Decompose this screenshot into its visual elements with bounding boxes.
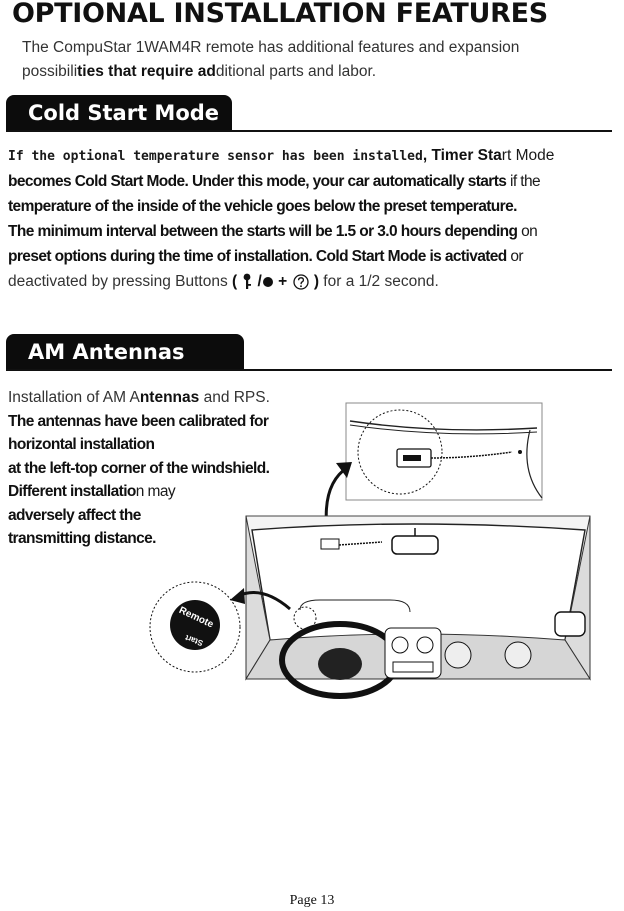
plus-sign: +: [278, 273, 288, 290]
cold-start-line-6b: for a 1/2 second.: [319, 273, 439, 290]
intro-paragraph: [22, 36, 602, 84]
cold-start-heading-b: Start Mode: [87, 101, 220, 125]
am-antennas-rule: [6, 369, 612, 371]
antenna-line-3: horizontal installation: [8, 436, 155, 453]
page-title: OPTIONAL INSTALLATION FEATURES: [12, 0, 548, 29]
cold-start-line-2a: becomes Cold Start Mode.: [8, 173, 192, 190]
sensor-clause: If the optional temperature sensor has been installed: [8, 149, 423, 164]
remote-start-callout: [150, 582, 240, 672]
cold-start-paragraph: [8, 143, 614, 294]
cold-start-line-5a: preset options during the time of installation. Cold Start Mode is activated: [8, 248, 507, 265]
dot-icon: [262, 276, 274, 288]
car-interior-drawing: [246, 516, 590, 696]
windshield-closeup-inset: [346, 403, 542, 500]
cold-start-line-6a: deactivated by pressing Buttons: [8, 273, 233, 290]
cold-start-heading: [6, 95, 232, 131]
mode-text: rt Mode: [501, 147, 555, 164]
question-button-icon: [292, 273, 310, 291]
antenna-line-1a: Installation of AM A: [8, 389, 140, 406]
cold-start-heading-a: Cold: [28, 101, 88, 125]
antenna-installation-illustration: [0, 395, 624, 715]
antenna-line-5a: Different installatio: [8, 483, 136, 500]
intro-line-2c: ditional parts and labor.: [215, 63, 377, 80]
slash-separator: /: [257, 273, 262, 290]
cold-start-line-4a: The minimum interval between the starts will be 1.5 or 3.0 hours depending: [8, 223, 518, 240]
antenna-line-1c: and RPS.: [199, 389, 270, 406]
timer-start-text: , Timer Sta: [422, 147, 502, 164]
arrow-to-remote-head: [230, 588, 245, 604]
close-paren: ): [313, 273, 319, 290]
remote-label-bottom: Start: [184, 633, 205, 648]
antenna-line-5b: n may: [135, 483, 175, 500]
remote-label-top: Remote: [177, 604, 216, 631]
cold-start-line-3: temperature of the inside of the vehicle goes below the preset temperature.: [8, 198, 517, 215]
cold-start-line-2b: Under this mode, your car automatically starts: [191, 173, 507, 190]
cold-start-line-5b: or: [506, 248, 523, 265]
key-icon: [242, 273, 258, 291]
antenna-line-4: at the left-top corner of the windshield.: [8, 459, 270, 477]
page-number: Page 13: [289, 893, 335, 908]
cold-start-rule: [6, 130, 612, 132]
intro-line-2a: possibili: [22, 63, 78, 80]
open-paren: (: [232, 273, 238, 290]
antenna-line-7: transmitting distance.: [8, 530, 156, 547]
am-antennas-heading: AM Antennas: [6, 334, 244, 370]
antenna-line-2: The antennas have been calibrated for: [8, 412, 269, 430]
intro-line-1: The CompuStar 1WAM4R remote has additional features and expansion: [22, 39, 520, 56]
intro-line-2b: ties that require ad: [77, 63, 216, 80]
antenna-line-6: adversely affect the: [8, 506, 141, 524]
antenna-line-1b: ntennas: [139, 389, 200, 406]
cold-start-line-2c: if the: [506, 173, 541, 190]
cold-start-line-4b: on: [517, 223, 538, 240]
